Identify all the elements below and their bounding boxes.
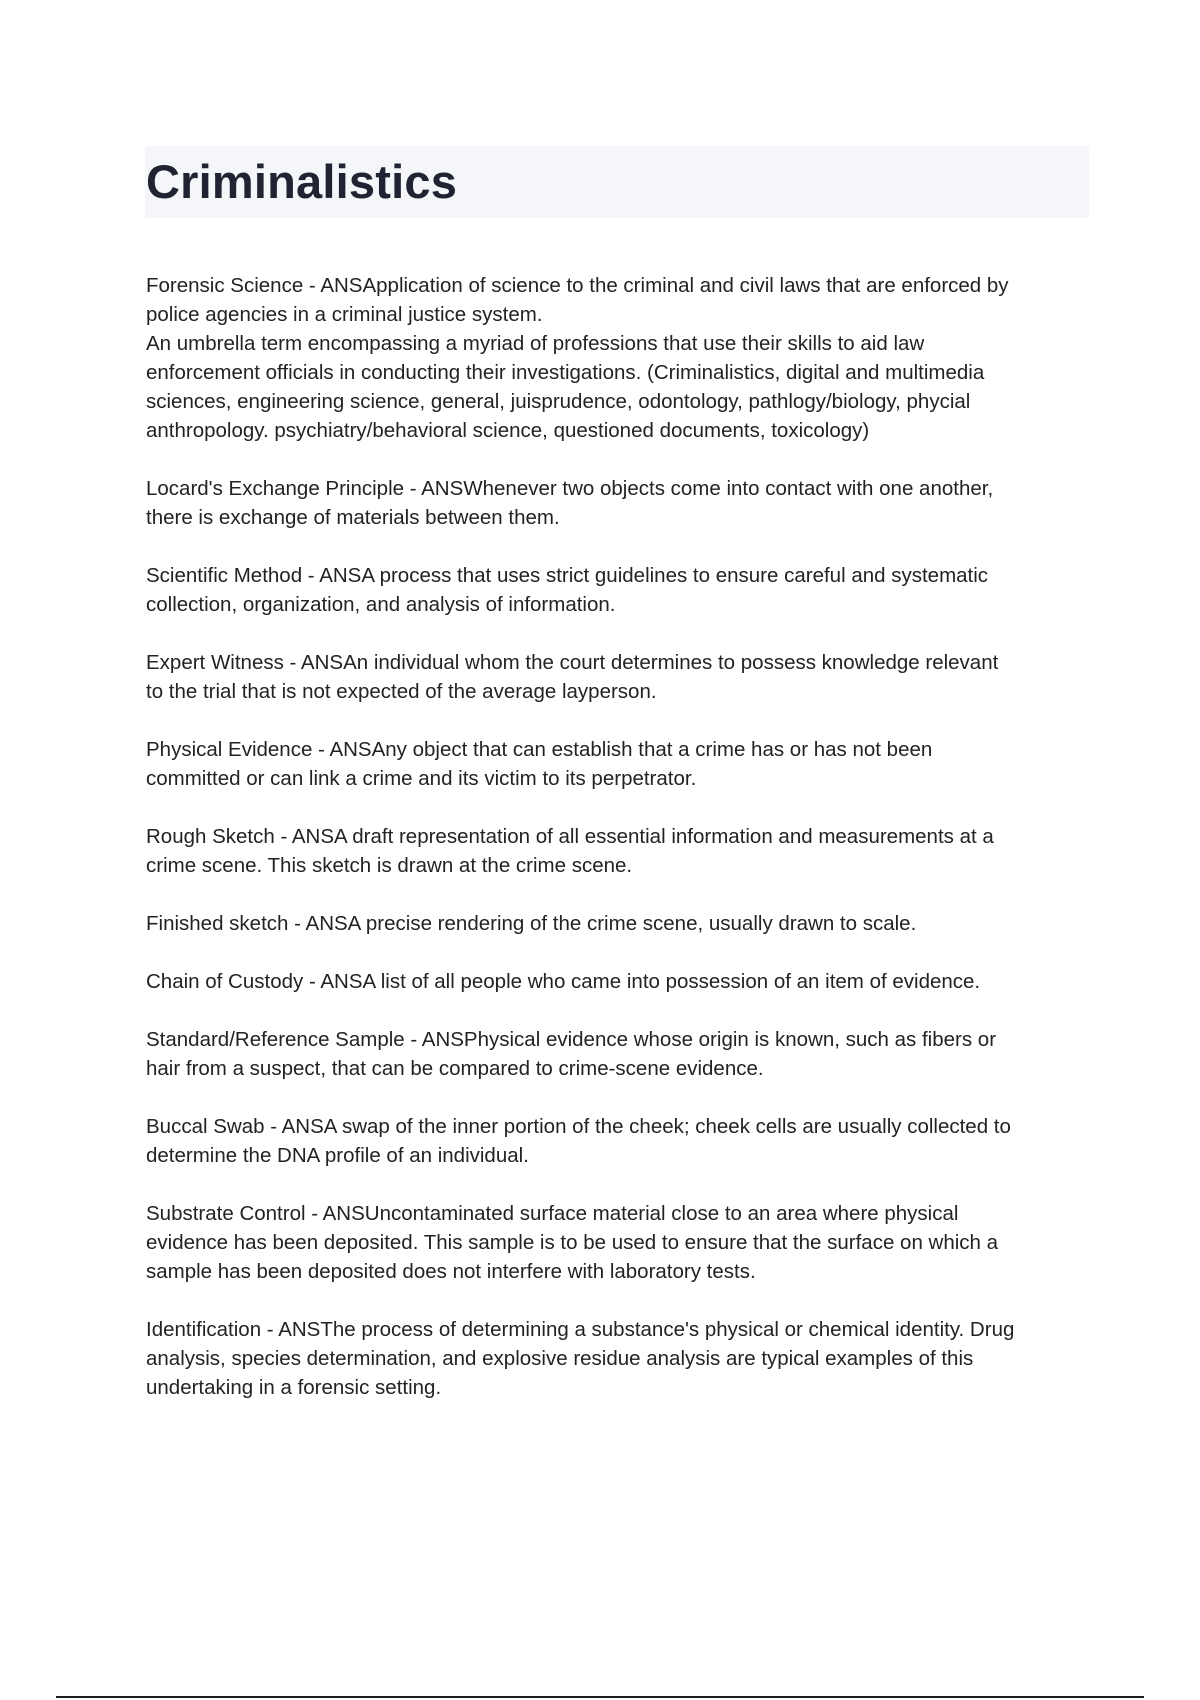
entry-line: to the trial that is not expected of the average layperson. xyxy=(146,680,657,703)
entry-line: sciences, engineering science, general, juisprudence, odontology, pathlogy/biology, phycial xyxy=(146,390,971,413)
entry-line: crime scene. This sketch is drawn at the crime scene. xyxy=(146,854,633,877)
entry-line: Expert Witness - ANSAn individual whom the court determines to possess knowledge relevant xyxy=(146,651,999,674)
entry-paragraph xyxy=(146,735,1090,793)
entry-paragraph xyxy=(146,561,1090,619)
entry-paragraph xyxy=(146,909,1090,938)
bottom-divider xyxy=(56,1696,1144,1698)
page-title: Criminalistics xyxy=(146,155,458,208)
entry-line: Standard/Reference Sample - ANSPhysical evidence whose origin is known, such as fibers or xyxy=(146,1028,997,1051)
entry-line: Identification - ANSThe process of determining a substance's physical or chemical identity. Drug xyxy=(146,1318,1015,1341)
entry-line: determine the DNA profile of an individual. xyxy=(146,1144,529,1167)
entry-line: collection, organization, and analysis of information. xyxy=(146,593,616,616)
entry-paragraph xyxy=(146,474,1090,532)
entry-line: Buccal Swab - ANSA swap of the inner portion of the cheek; cheek cells are usually collected to xyxy=(146,1115,1011,1138)
entry-paragraph xyxy=(146,271,1090,445)
entry-paragraph xyxy=(146,1112,1090,1170)
entry-paragraph xyxy=(146,822,1090,880)
entry-line: Scientific Method - ANSA process that uses strict guidelines to ensure careful and systematic xyxy=(146,564,989,587)
entry-line: police agencies in a criminal justice system. xyxy=(146,303,543,326)
entry-line: committed or can link a crime and its victim to its perpetrator. xyxy=(146,767,697,790)
entry-paragraph xyxy=(146,1025,1090,1083)
entry-line: hair from a suspect, that can be compared to crime-scene evidence. xyxy=(146,1057,764,1080)
entry-line: Rough Sketch - ANSA draft representation of all essential information and measurements at a xyxy=(146,825,994,848)
entry-line: Forensic Science - ANSApplication of science to the criminal and civil laws that are enforced by xyxy=(146,274,1009,297)
entry-list xyxy=(146,271,1090,1431)
entry-line: An umbrella term encompassing a myriad of professions that use their skills to aid law xyxy=(146,332,925,355)
entry-line: enforcement officials in conducting their investigations. (Criminalistics, digital and multimedia xyxy=(146,361,985,384)
entry-line: analysis, species determination, and explosive residue analysis are typical examples of this xyxy=(146,1347,974,1370)
entry-line: Physical Evidence - ANSAny object that can establish that a crime has or has not been xyxy=(146,738,933,761)
entry-line: anthropology. psychiatry/behavioral science, questioned documents, toxicology) xyxy=(146,419,870,442)
entry-line: Locard's Exchange Principle - ANSWhenever two objects come into contact with one another, xyxy=(146,477,994,500)
entry-line: undertaking in a forensic setting. xyxy=(146,1376,442,1399)
entry-line: Substrate Control - ANSUncontaminated surface material close to an area where physical xyxy=(146,1202,959,1225)
entry-line: sample has been deposited does not interfere with laboratory tests. xyxy=(146,1260,756,1283)
entry-line: there is exchange of materials between them. xyxy=(146,506,560,529)
entry-paragraph xyxy=(146,967,1090,996)
entry-paragraph xyxy=(146,648,1090,706)
entry-paragraph xyxy=(146,1199,1090,1286)
entry-paragraph xyxy=(146,1315,1090,1402)
entry-line: Finished sketch - ANSA precise rendering of the crime scene, usually drawn to scale. xyxy=(146,912,917,935)
title-band xyxy=(145,146,1089,218)
entry-line: Chain of Custody - ANSA list of all people who came into possession of an item of evidence. xyxy=(146,970,981,993)
entry-line: evidence has been deposited. This sample is to be used to ensure that the surface on which a xyxy=(146,1231,999,1254)
